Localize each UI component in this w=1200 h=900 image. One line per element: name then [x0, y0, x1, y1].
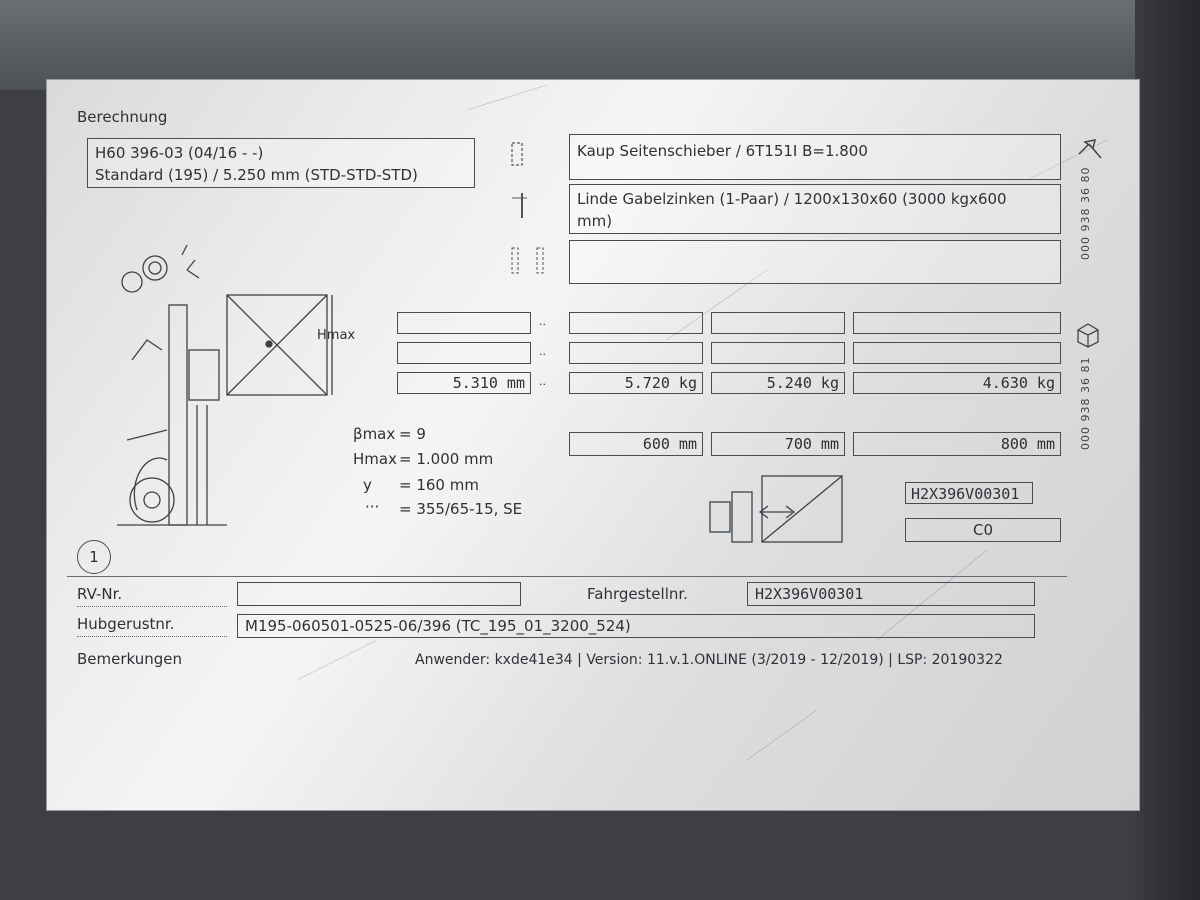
attachment-2-line-2: mm)	[577, 212, 613, 230]
rv-dotline	[77, 606, 227, 607]
tire-dots: ···	[365, 498, 380, 516]
height-box-b	[397, 342, 531, 364]
mast-value: M195-060501-0525-06/396 (TC_195_01_3200_524)	[245, 617, 631, 635]
attachment-1: Kaup Seitenschieber / 6T151I B=1.800	[577, 142, 868, 160]
dots-3: ··	[539, 378, 546, 391]
serial-box-value: H2X396V00301	[911, 485, 1020, 503]
load-box-1b	[569, 342, 703, 364]
box-icon	[1073, 320, 1103, 350]
tire-value: = 355/65-15, SE	[399, 500, 523, 518]
circle-number: 1	[77, 540, 111, 574]
chassis-value: H2X396V00301	[755, 585, 864, 603]
attachment-box-3	[569, 240, 1061, 284]
beta-label: βmax	[353, 425, 396, 443]
chassis-label: Fahrgestellnr.	[587, 585, 688, 603]
side-code-top: 000 938 36 80	[1079, 166, 1092, 260]
divider	[67, 576, 1067, 577]
model-line-1: H60 396-03 (04/16 - -)	[95, 144, 264, 162]
rv-box	[237, 582, 521, 606]
load-value-1: 5.720 kg	[624, 374, 697, 392]
model-line-2: Standard (195) / 5.250 mm (STD-STD-STD)	[95, 166, 418, 184]
attachment-2-line-1: Linde Gabelzinken (1-Paar) / 1200x130x60 (3000 kgx600	[577, 190, 1007, 208]
dots-1: ··	[539, 318, 546, 331]
hmax-label: Hmax	[317, 328, 356, 343]
load-box-1a	[569, 312, 703, 334]
h-label: Hmax	[353, 450, 397, 468]
sideshift-diagram	[702, 472, 852, 552]
code-box-value: C0	[973, 521, 994, 539]
height-box-a	[397, 312, 531, 334]
load-box-3b	[853, 342, 1061, 364]
rv-label: RV-Nr.	[77, 585, 123, 603]
center-value-2: 700 mm	[784, 435, 839, 453]
background-right	[1135, 0, 1200, 900]
footer-info: Anwender: kxde41e34 | Version: 11.v.1.ONLINE (3/2019 - 12/2019) | LSP: 20190322	[415, 652, 1003, 668]
y-label: y	[363, 476, 372, 494]
hammer-icon	[1075, 136, 1105, 166]
load-box-2b	[711, 342, 845, 364]
load-box-2a	[711, 312, 845, 334]
load-box-3a	[853, 312, 1061, 334]
load-value-2: 5.240 kg	[766, 374, 839, 392]
side-code-bottom: 000 938 36 81	[1079, 356, 1092, 450]
background-top	[0, 0, 1200, 90]
forklift-diagram	[107, 240, 347, 530]
beta-value: = 9	[399, 425, 426, 443]
y-value: = 160 mm	[399, 476, 479, 494]
center-value-3: 800 mm	[1000, 435, 1055, 453]
section-title: Berechnung	[77, 108, 168, 126]
height-value: 5.310 mm	[452, 374, 525, 392]
capacity-plate	[47, 80, 1139, 810]
mast-label: Hubgerustnr.	[77, 615, 175, 633]
remarks-label: Bemerkungen	[77, 650, 183, 668]
load-value-3: 4.630 kg	[982, 374, 1055, 392]
mast-dotline	[77, 636, 227, 637]
center-value-1: 600 mm	[642, 435, 697, 453]
h-value: = 1.000 mm	[399, 450, 494, 468]
attachment-icons	[507, 138, 557, 278]
dots-2: ··	[539, 348, 546, 361]
